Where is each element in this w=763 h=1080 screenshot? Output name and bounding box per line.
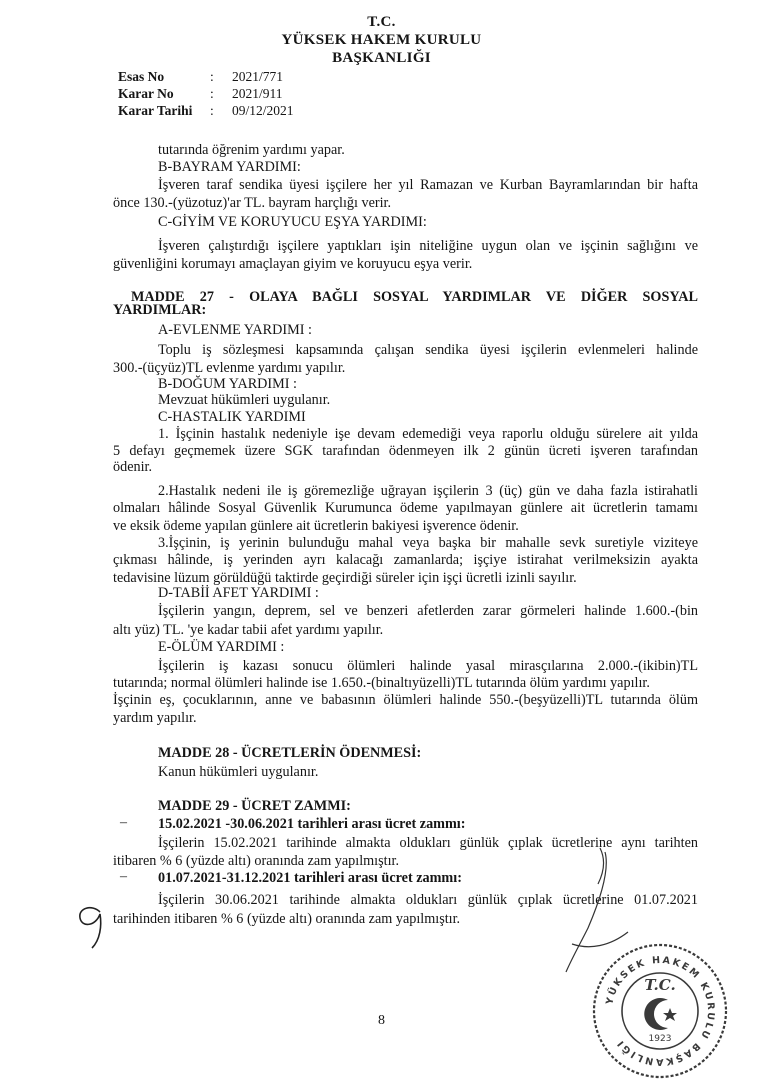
body-line: 3.İşçinin, iş yerinin bulunduğu mahal veya başka bir mahalle sevk suretiyle viziteye: [158, 535, 698, 551]
body-line: ödenir.: [113, 459, 153, 475]
section-heading: D-TABİİ AFET YARDIMI :: [158, 585, 319, 601]
seal-year: 1923: [648, 1034, 672, 1044]
meta-colon: :: [210, 86, 214, 101]
meta-value: 2021/771: [232, 69, 284, 84]
seal-center-text: T.C.: [644, 976, 676, 994]
body-line: İşveren çalıştırdığı işçilere yaptıkları işin niteliğine uygun olan ve işçinin sağlığını ve: [158, 238, 698, 254]
meta-colon: :: [210, 69, 214, 84]
seal-ring-text: YÜKSEK HAKEM KURULU BAŞKANLIĞI: [604, 954, 717, 1068]
body-line: İşçilerin yangın, deprem, sel ve benzeri afetlerden zarar görmeleri halinde 1.600.-(bin: [158, 603, 698, 619]
body-line: İşveren taraf sendika üyesi işçilere her yıl Ramazan ve Kurban Bayramlarından bir hafta: [158, 177, 698, 193]
section-heading: C-HASTALIK YARDIMI: [158, 409, 306, 425]
handwritten-initial: [80, 908, 101, 948]
header-tc: T.C.: [367, 14, 396, 30]
section-heading: B-BAYRAM YARDIMI:: [158, 159, 301, 175]
body-line: itibaren % 6 (yüzde altı) oranında zam yapılmıştır.: [113, 853, 400, 869]
body-line: güvenliğini korumayı amaçlayan giyim ve koruyucu eşya verir.: [113, 256, 473, 272]
section-heading: C-GİYİM VE KORUYUCU EŞYA YARDIMI:: [158, 214, 427, 230]
body-line: 1. İşçinin hastalık nedeniyle işe devam edemediği veya raporlu olduğu sürelere ait yılda: [158, 426, 698, 442]
page-number: 8: [378, 1013, 385, 1028]
meta-label: Karar No: [118, 86, 174, 101]
body-line: Mevzuat hükümleri uygulanır.: [158, 392, 331, 408]
body-line: tutarında; normal ölümleri halinde ise 1.650.-(binaltıyüzelli)TL tutarında ölüm yardımı yapılır.: [113, 675, 650, 691]
body-line: önce 130.-(yüzotuz)'ar TL. bayram harçlığı verir.: [113, 195, 392, 211]
official-seal-stamp: [590, 942, 730, 1080]
body-line: Kanun hükümleri uygulanır.: [158, 764, 319, 780]
star-icon: [663, 1008, 677, 1021]
body-line: olmaları hâlinde Sosyal Güvenlik Kurumunca ödeme yapılmayan günlere ait ücretlerin tamamı: [113, 500, 698, 516]
article-heading: MADDE 28 - ÜCRETLERİN ÖDENMESİ:: [158, 745, 422, 761]
body-line: çıkması hâlinde, iş yerinden ayrı kalacağı zamanlarda; işçiye istirahat verilmeksizin ayakta: [113, 552, 698, 568]
section-heading: A-EVLENME YARDIMI :: [158, 322, 312, 338]
meta-value: 09/12/2021: [232, 103, 294, 118]
body-line: 2.Hastalık nedeni ile iş göremezliğe uğrayan işçilerin 3 (üç) gün ve daha fazla istirahatli: [158, 483, 698, 499]
body-line: 5 defayı geçmemek üzere SGK tarafından ödenmeyen ilk 2 günün ücreti işveren tarafından: [113, 443, 698, 459]
body-line: tedavisine lüzum görüldüğü taktirde geçirdiği süreler için işçi ücretli izinli sayılır.: [113, 570, 577, 586]
body-line: tarihinden itibaren % 6 (yüzde altı) oranında zam yapılmıştır.: [113, 911, 461, 927]
article-heading: MADDE 27 - OLAYA BAĞLI SOSYAL YARDIMLAR VE DİĞER SOSYAL: [131, 289, 698, 305]
meta-label: Karar Tarihi: [118, 103, 193, 118]
article-heading: MADDE 29 - ÜCRET ZAMMI:: [158, 798, 351, 814]
body-line: İşçilerin 15.02.2021 tarihinde almakta oldukları günlük çıplak ücretlerine aynı tarihten: [158, 835, 698, 851]
body-line: İşçilerin iş kazası sonucu ölümleri halinde yasal mirasçılarına 2.000.-(ikibin)TL: [158, 658, 698, 674]
body-line: İşçinin eş, çocuklarının, anne ve babasının ölümleri halinde 550.-(beşyüzelli)TL tutarında ölüm: [113, 692, 698, 708]
body-line: altı yüz) TL. 'ye kadar tabii afet yardımı yapılır.: [113, 622, 384, 638]
section-heading: B-DOĞUM YARDIMI :: [158, 376, 297, 392]
body-line: İşçilerin 30.06.2021 tarihinde almakta oldukları günlük çıplak ücretlerine 01.07.2021: [158, 892, 698, 908]
body-line: Toplu iş sözleşmesi kapsamında çalışan sendika üyesi işçilerin evlenmeleri halinde: [158, 342, 698, 358]
meta-value: 2021/911: [232, 86, 283, 101]
bullet-dash: –: [120, 815, 127, 830]
header-institution: YÜKSEK HAKEM KURULU: [281, 32, 482, 48]
meta-colon: :: [210, 103, 214, 118]
bullet-dash: –: [120, 869, 127, 884]
subsection-heading: 15.02.2021 -30.06.2021 tarihleri arası ücret zammı:: [158, 816, 466, 832]
body-line: ve eksik ödeme yapılan günlere ait ücretlerin bakiyesi işverence ödenir.: [113, 518, 519, 534]
article-heading: YARDIMLAR:: [113, 302, 207, 318]
section-heading: E-ÖLÜM YARDIMI :: [158, 639, 285, 655]
body-line: tutarında öğrenim yardımı yapar.: [158, 142, 345, 158]
body-line: yardım yapılır.: [113, 710, 197, 726]
subsection-heading: 01.07.2021-31.12.2021 tarihleri arası ücret zammı:: [158, 870, 462, 886]
body-line: 300.-(üçyüz)TL evlenme yardımı yapılır.: [113, 360, 346, 376]
meta-label: Esas No: [118, 69, 165, 84]
header-office: BAŞKANLIĞI: [332, 50, 431, 66]
